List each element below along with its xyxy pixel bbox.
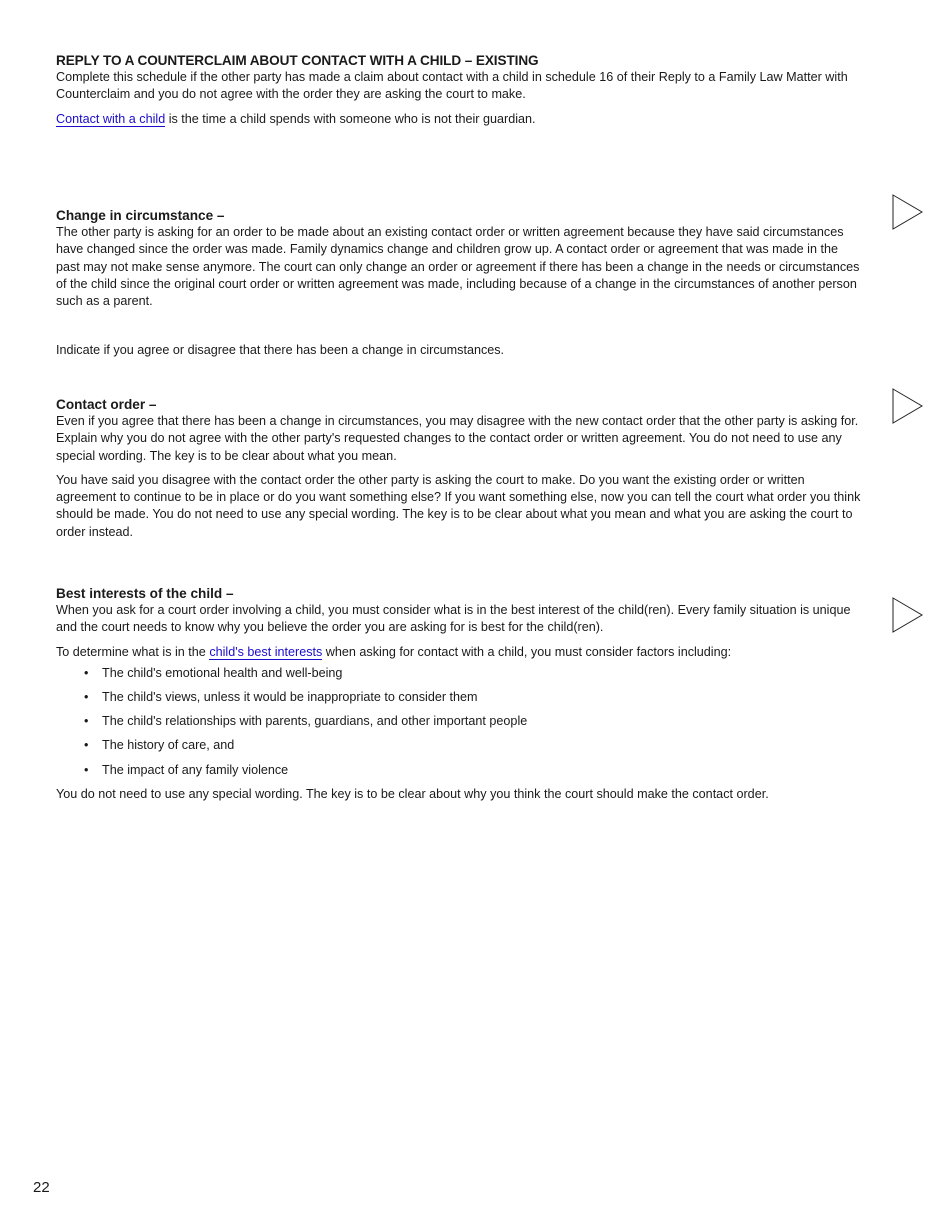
- play-arrow-icon[interactable]: [892, 194, 924, 230]
- schedule-header: [56, 52, 862, 128]
- list-item: • The child's relationships with parents, guardians, and other important people: [84, 714, 528, 729]
- contact-definition: [56, 111, 862, 128]
- play-arrow-icon[interactable]: [892, 597, 924, 633]
- play-arrow-icon[interactable]: [892, 388, 924, 424]
- list-item: • The child's views, unless it would be inappropriate to consider them: [84, 690, 478, 705]
- intro-text: Complete this schedule if the other party has made a claim about contact with a child in schedule 16 of their Reply to a Family Law Matter with Counterclaim and you do not agree with the order they are asking the court to make.: [56, 70, 848, 102]
- bullet-icon: •: [84, 738, 89, 753]
- best-interests-p2: [56, 644, 862, 661]
- contact-with-child-link[interactable]: Contact with a child: [56, 111, 166, 126]
- change-heading: Change in circumstance –: [56, 208, 225, 223]
- bullet-icon: •: [84, 762, 89, 777]
- contact-order-heading: Contact order –: [56, 397, 157, 412]
- best-interests-closing: You do not need to use any special wording. The key is to be clear about why you think the court should make the contact order.: [56, 786, 769, 801]
- contact-definition-text: is the time a child spends with someone who is not their guardian.: [165, 111, 536, 126]
- best-interests-heading: Best interests of the child –: [56, 586, 234, 601]
- factors-list: [56, 665, 862, 786]
- childs-best-interests-link[interactable]: child's best interests: [209, 644, 323, 659]
- best-interests-section: [56, 585, 862, 803]
- best-interests-p1: When you ask for a court order involving a child, you must consider what is in the best interest of the child(ren). Every family situation is unique and the court needs to know why you believe the order you are asking for is best for the child(ren).: [56, 603, 851, 635]
- list-item: • The child's emotional health and well-being: [84, 665, 343, 680]
- change-section: [56, 207, 862, 310]
- contact-order-section: [56, 396, 862, 541]
- change-instruction: Indicate if you agree or disagree that there has been a change in circumstances.: [56, 343, 505, 357]
- best-interests-p2-after: when asking for contact with a child, you must consider factors including:: [322, 644, 732, 659]
- bullet-icon: •: [84, 665, 89, 680]
- bullet-icon: •: [84, 714, 89, 729]
- list-item: • The history of care, and: [84, 738, 235, 753]
- best-interests-p2-before: To determine what is in the: [56, 644, 210, 659]
- contact-order-p1: Even if you agree that there has been a change in circumstances, you may disagree with the new contact order that the other party is asking for. Explain why you do not agree with the other party's requested changes to the contact order or written agreement. You do not need to use any special wording. The key is to be clear about what you mean.: [56, 414, 859, 463]
- list-item: • The impact of any family violence: [84, 762, 289, 777]
- bullet-icon: •: [84, 690, 89, 705]
- page-number: 22: [33, 1179, 50, 1196]
- page-title: REPLY TO A COUNTERCLAIM ABOUT CONTACT WITH A CHILD – EXISTING: [56, 53, 539, 68]
- contact-order-p2: You have said you disagree with the contact order the other party is asking the court to make. Do you want the existing order or written agreement to continue to be in place or do you want something else? If you want something else, now you can tell the court what order you think should be made. You do not need to use any special wording. The key is to be clear about what you mean and what you are asking the court to order instead.: [56, 472, 861, 539]
- change-body: The other party is asking for an order to be made about an existing contact order or written agreement because they have said circumstances have changed since the order was made. Family dynamics change and children grow up. A contact order or agreement that was made in the past may not make sense anymore. The court can only change an order or agreement if there has been a change in the needs or circumstances of the child since the original court order or written agreement was made, including because of a change in the circumstances of another person such as a parent.: [56, 225, 860, 309]
